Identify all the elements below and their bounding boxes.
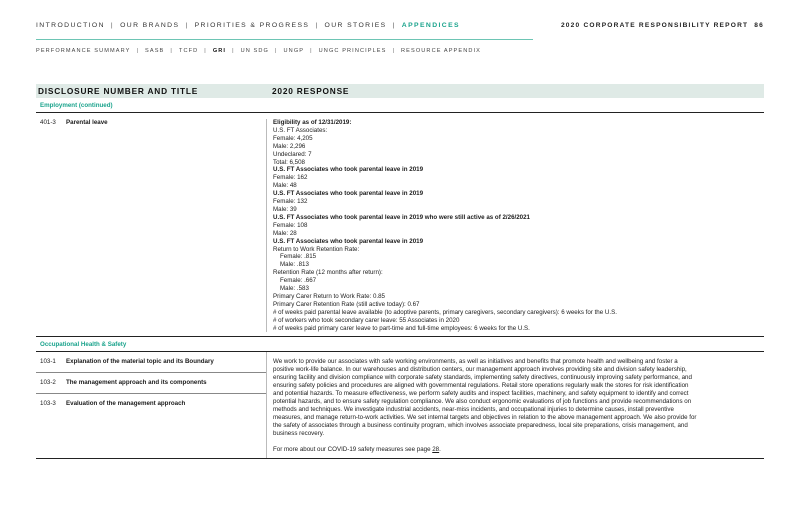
response-line: U.S. FT Associates who took parental leave in 2019 [273, 166, 424, 174]
nav-priorities-progress[interactable]: PRIORITIES & PROGRESS [194, 22, 310, 29]
nav-appendices[interactable]: APPENDICES [401, 22, 460, 29]
response-line: Primary Carer Retention Rate (still active today): 0.67 [273, 300, 420, 308]
nav-separator: | [392, 22, 396, 29]
subnav-sasb[interactable]: SASB [145, 48, 165, 54]
paragraph-line: ensuring safety policies and procedures are aligned with governmental regulations. Retail store operations regularly walk the stores for risk identification [273, 382, 689, 390]
paragraph-line: positive work-life balance. In our warehouses and distribution centers, our management approach involves providing site and division safety leadership, [273, 366, 687, 374]
disclosure-title: Explanation of the material topic and its Boundary [66, 358, 214, 366]
disclosure-title: The management approach and its components [66, 379, 207, 387]
response-cell [266, 119, 764, 332]
covid-note [273, 446, 764, 454]
response-line: Primary Carer Return to Work Rate: 0.85 [273, 292, 385, 300]
disclosure-number: 103-3 [40, 400, 56, 408]
disclosure-title: Evaluation of the management approach [66, 400, 186, 408]
subnav-separator: | [170, 48, 173, 54]
table-row [36, 113, 764, 337]
table-row [36, 352, 764, 459]
response-line: Male: 48 [273, 182, 297, 190]
response-line: Female: 162 [273, 174, 308, 182]
paragraph-line: the safety of associates through a business continuity program, which involves associate preparedness, local site preparations, crisis management, and [273, 421, 688, 429]
subnav-ungc-principles[interactable]: UNGC PRINCIPLES [318, 48, 387, 54]
response-line: Male: 28 [273, 229, 297, 237]
response-line: Undeclared: 7 [273, 150, 312, 158]
response-line: Female: 132 [273, 198, 308, 206]
subnav-un-sdg[interactable]: UN SDG [240, 48, 269, 54]
response-line: Retention Rate (12 months after return): [273, 269, 383, 277]
response-line: Male: 39 [273, 205, 297, 213]
response-line: # of weeks paid parental leave available (to adoptive parents, primary caregivers, secondary caregivers): 6 weeks for the U.S. [273, 308, 617, 316]
report-title: 2020 CORPORATE RESPONSIBILITY REPORT [560, 22, 749, 29]
disclosure-title: Parental leave [66, 119, 108, 126]
response-line: U.S. FT Associates who took parental leave in 2019 [273, 190, 424, 198]
response-line: U.S. FT Associates who took parental leave in 2019 who were still active as of 2/26/2021 [273, 213, 531, 221]
subnav-separator: | [204, 48, 207, 54]
covid-note-end: . [439, 445, 441, 453]
disclosure-103-3 [36, 394, 266, 414]
disclosure-103-1 [36, 352, 266, 373]
top-navigation [36, 22, 460, 29]
response-line: Male: .583 [280, 285, 309, 293]
response-line: Female: 108 [273, 221, 308, 229]
section-title-ohs: Occupational Health & Safety [36, 337, 764, 352]
disclosure-number: 401-3 [40, 119, 56, 126]
response-line: Total: 6,508 [273, 158, 305, 166]
response-line: # of workers who took secondary carer leave: 55 Associates in 2020 [273, 316, 460, 324]
gri-table [36, 84, 764, 459]
paragraph-line: ensuring facility and division compliance with corporate safety standards, implementing safety directives, continuously improving safety performance, and [273, 374, 692, 382]
nav-separator: | [110, 22, 115, 29]
nav-our-brands[interactable]: OUR BRANDS [120, 22, 180, 29]
disclosure-cell [36, 119, 266, 332]
page-number: 86 [754, 22, 764, 29]
response-line: # of weeks paid primary carer leave to part-time and full-time employees: 6 weeks for the U.S. [273, 324, 530, 332]
subnav-gri[interactable]: GRI [212, 48, 227, 54]
ohs-paragraph [273, 358, 764, 437]
subnav-performance-summary[interactable]: PERFORMANCE SUMMARY [36, 48, 131, 54]
subnav-separator: | [136, 48, 140, 54]
page-link[interactable]: 28 [432, 445, 440, 453]
disclosure-103-2 [36, 373, 266, 394]
paragraph-line: We work to provide our associates with safe working environments, as well as initiatives and benefits that promote health and wellbeing and foster a [273, 358, 678, 366]
response-line: U.S. FT Associates: [273, 126, 328, 134]
nav-separator: | [315, 22, 319, 29]
subnav-resource-appendix[interactable]: RESOURCE APPENDIX [401, 48, 481, 54]
subnav-separator: | [232, 48, 235, 54]
response-line: Eligibility as of 12/31/2019: [273, 119, 352, 126]
subnav-separator: | [392, 48, 396, 54]
report-header [561, 22, 764, 29]
covid-note-text: For more about our COVID-19 safety measures see page [273, 445, 433, 453]
subnav-separator: | [274, 48, 278, 54]
subnav-tcfd[interactable]: TCFD [178, 48, 199, 54]
table-header [36, 84, 764, 98]
response-line: Male: 2,296 [273, 142, 306, 150]
nav-introduction[interactable]: INTRODUCTION [36, 22, 105, 29]
response-line: Female: .667 [280, 277, 317, 285]
paragraph-line: potential hazards, and to ensure safety regulation compliance. We also conduct ergonomic evaluations of job functions and provide recommendations on [273, 398, 692, 405]
paragraph-line: and potential hazards. To measure effectiveness, we perform safety audits and inspect facilities, machinery, and safety equipment to identify and correct [273, 390, 689, 398]
response-line: U.S. FT Associates who took parental leave in 2019 [273, 237, 424, 245]
response-line: Return to Work Retention Rate: [273, 245, 360, 253]
header-disclosure: DISCLOSURE NUMBER AND TITLE [38, 86, 199, 96]
nav-our-stories[interactable]: OUR STORIES [324, 22, 387, 29]
subnav-ungp[interactable]: UNGP [283, 48, 305, 54]
paragraph-line: methods and techniques. We investigate industrial accidents, near-miss incidents, and occupational injuries to determine causes, install preventive [273, 405, 674, 413]
response-line: Male: .813 [280, 261, 309, 269]
paragraph-line: measures, and manage return-to-work activities. We set internal targets and objectives in relation to the above management approach. We also provide for [273, 413, 697, 421]
response-line: Female: .815 [280, 253, 317, 261]
response-line: Female: 4,205 [273, 134, 313, 142]
disclosure-list [36, 352, 266, 458]
disclosure-number: 103-1 [40, 358, 56, 366]
section-title-employment: Employment (continued) [36, 98, 764, 113]
header-response: 2020 RESPONSE [272, 86, 350, 96]
disclosure-number: 103-2 [40, 379, 56, 387]
subnav-separator: | [310, 48, 313, 54]
nav-separator: | [185, 22, 189, 29]
nav-divider [36, 39, 533, 40]
paragraph-line: business recovery. [273, 429, 325, 437]
response-cell [266, 352, 764, 458]
sub-navigation [36, 48, 481, 54]
